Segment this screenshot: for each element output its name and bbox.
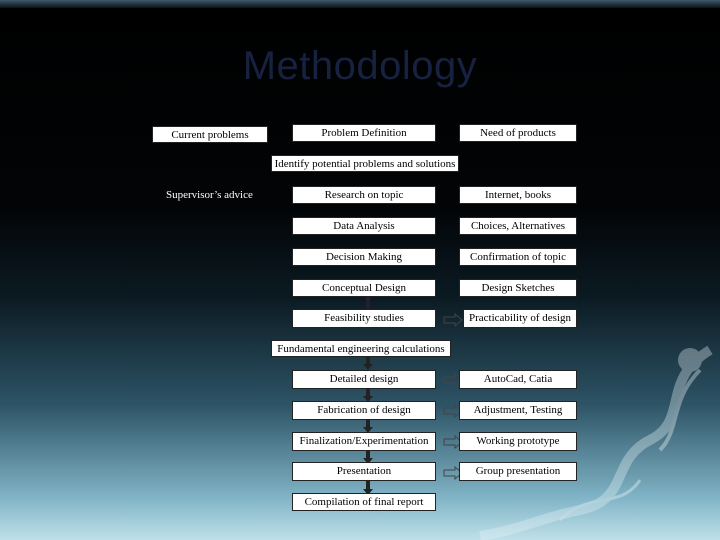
connector-line <box>366 295 370 309</box>
box-autocad-catia: AutoCad, Catia <box>459 370 577 389</box>
box-working-prototype: Working prototype <box>459 432 577 451</box>
box-finalization-experimentation: Finalization/Experimentation <box>292 432 436 451</box>
box-need-of-products: Need of products <box>459 124 577 142</box>
box-presentation: Presentation <box>292 462 436 481</box>
arrow-right-icon <box>443 313 463 327</box>
box-research-on-topic: Research on topic <box>292 186 436 204</box>
box-adjustment-testing: Adjustment, Testing <box>459 401 577 420</box>
top-border <box>0 0 720 8</box>
box-fabrication-of-design: Fabrication of design <box>292 401 436 420</box>
box-conceptual-design: Conceptual Design <box>292 279 436 297</box>
box-feasibility-studies: Feasibility studies <box>292 309 436 328</box>
label-supervisors-advice: Supervisor’s advice <box>166 189 253 201</box>
box-practicability-of-design: Practicability of design <box>463 309 577 328</box>
box-fundamental-calculations: Fundamental engineering calculations <box>271 340 451 357</box>
page-title: Methodology <box>242 44 478 88</box>
box-internet-books: Internet, books <box>459 186 577 204</box>
box-decision-making: Decision Making <box>292 248 436 266</box>
box-data-analysis: Data Analysis <box>292 217 436 235</box>
box-design-sketches: Design Sketches <box>459 279 577 297</box>
box-confirmation-of-topic: Confirmation of topic <box>459 248 577 266</box>
box-choices-alternatives: Choices, Alternatives <box>459 217 577 235</box>
box-problem-definition: Problem Definition <box>292 124 436 142</box>
box-compilation-final-report: Compilation of final report <box>292 493 436 511</box>
box-current-problems: Current problems <box>152 126 268 143</box>
box-group-presentation: Group presentation <box>459 462 577 481</box>
box-detailed-design: Detailed design <box>292 370 436 389</box>
box-identify-problems: Identify potential problems and solutions <box>271 155 459 172</box>
